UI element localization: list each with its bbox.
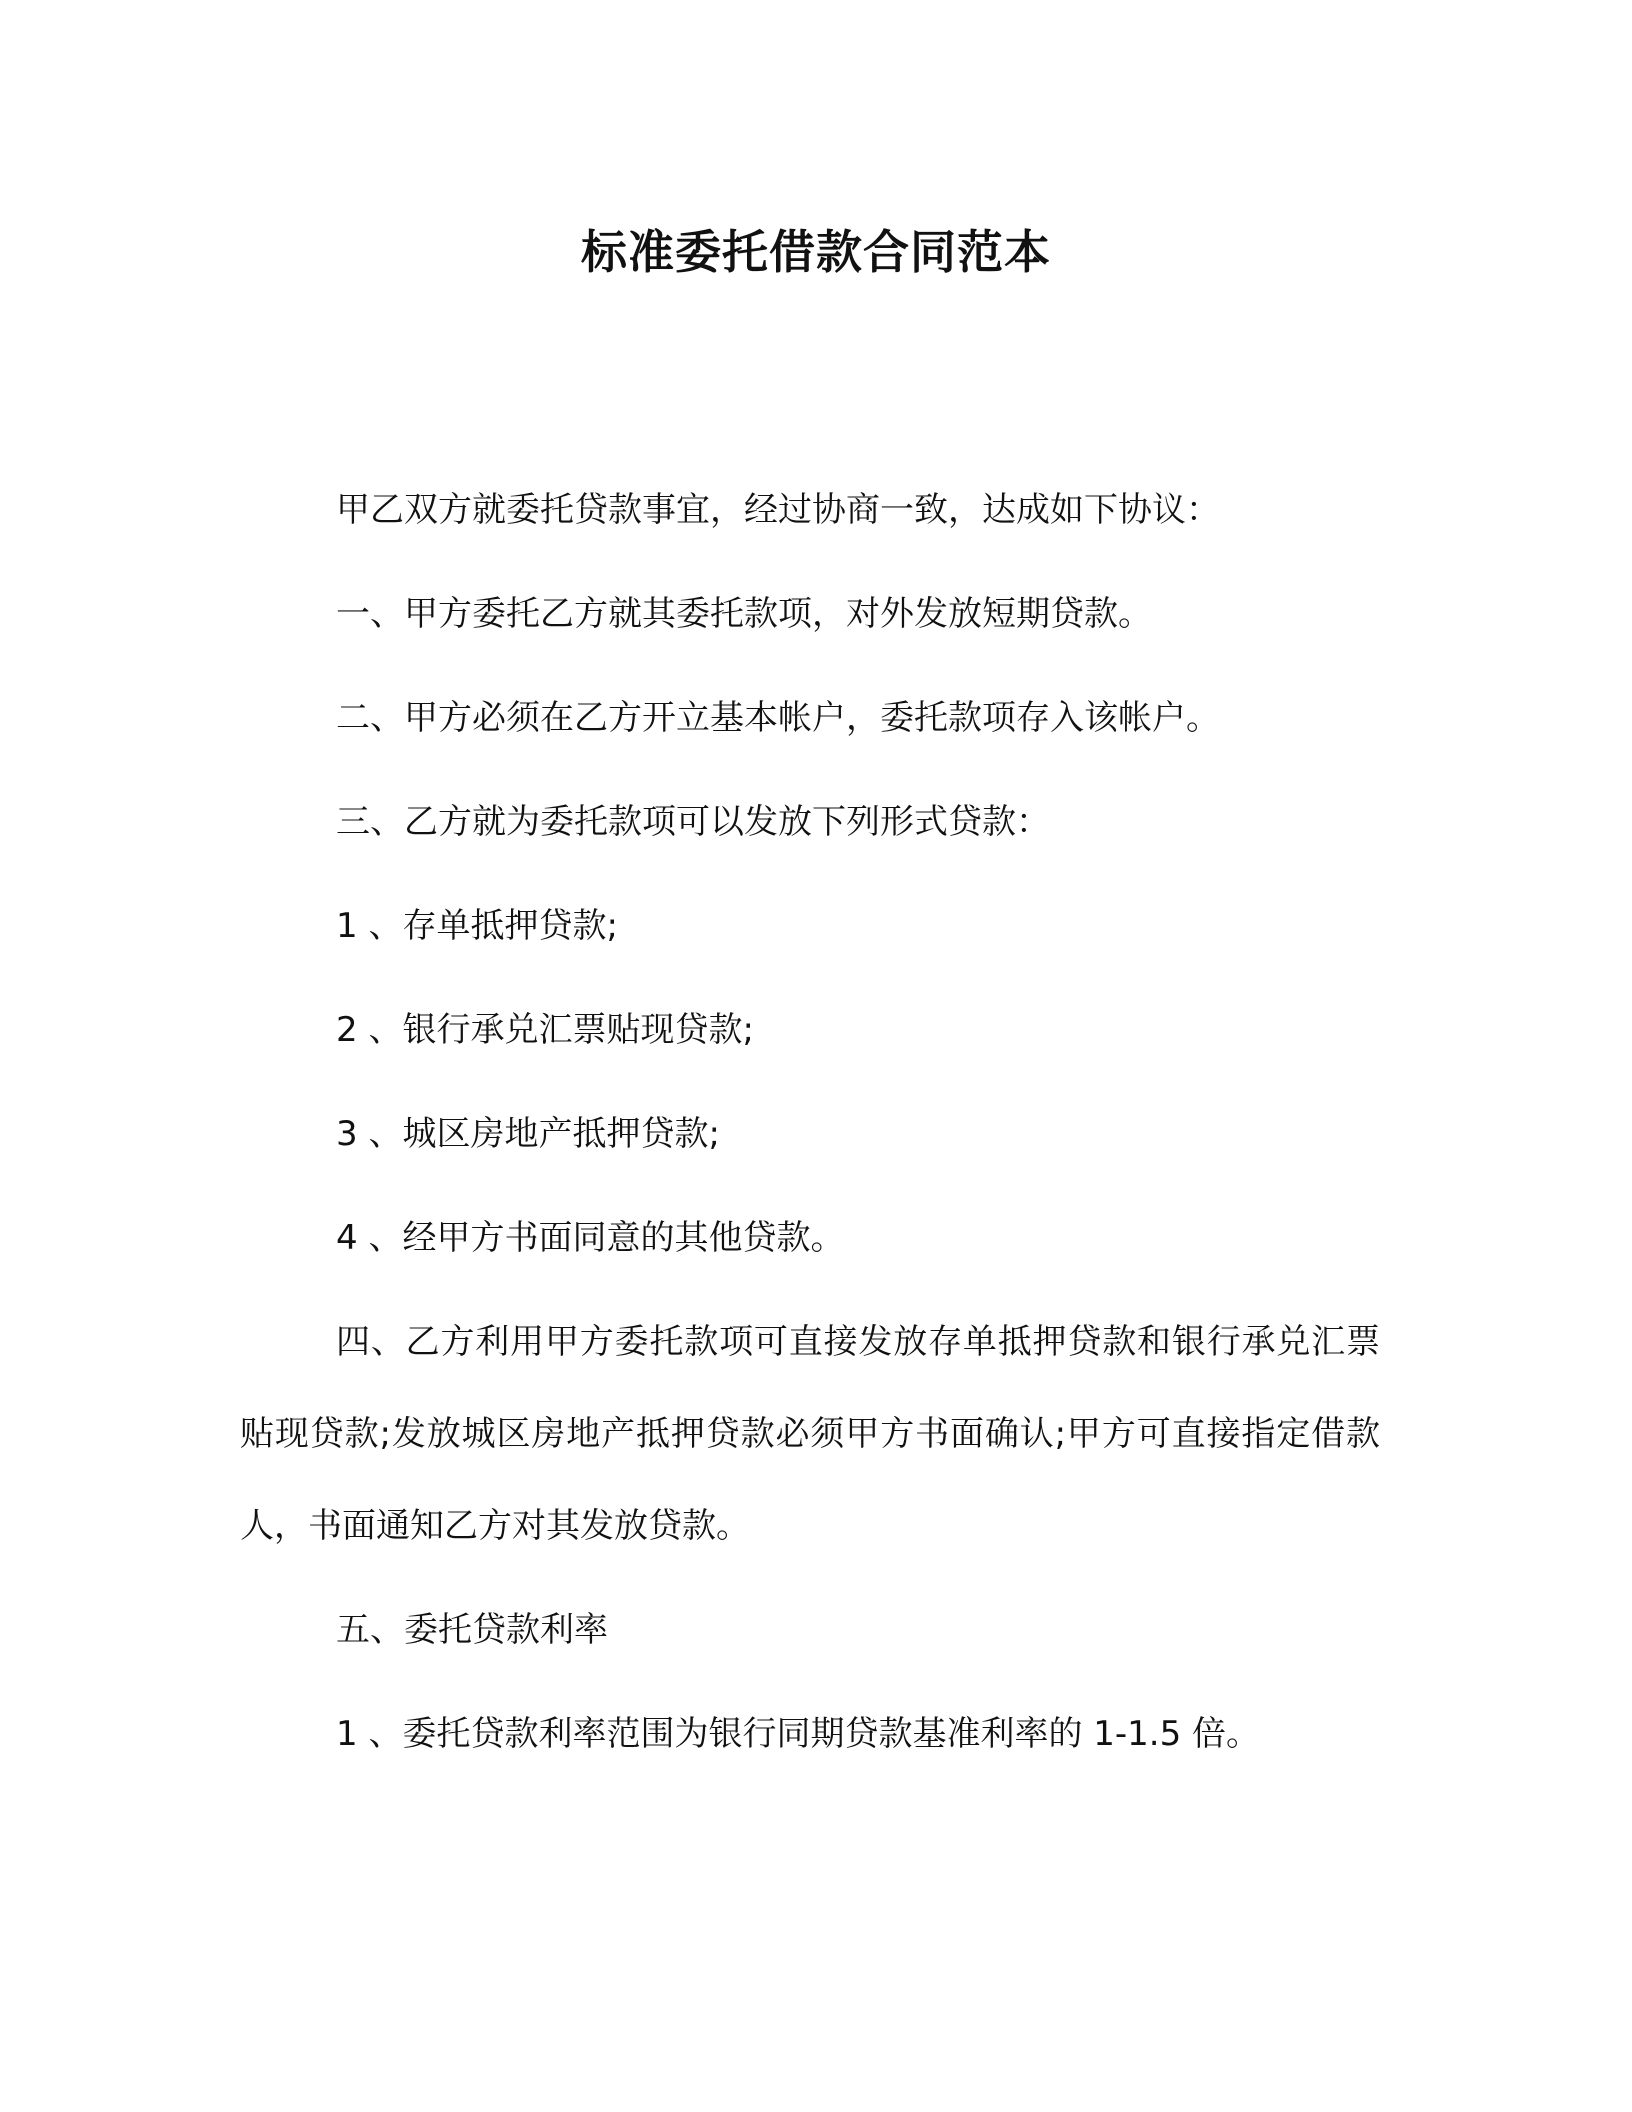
clause-5-item-1: 1 、委托贷款利率范围为银行同期贷款基准利率的 1-1.5 倍。 bbox=[336, 1714, 1261, 1754]
clause-5: 五、委托贷款利率 bbox=[336, 1610, 608, 1650]
document-body bbox=[240, 486, 1380, 1814]
clause-4: 四、乙方利用甲方委托款项可直接发放存单抵押贷款和银行承兑汇票贴现贷款;发放城区房地产抵押贷款必须甲方书面确认;甲方可直接指定借款人，书面通知乙方对其发放贷款。 bbox=[240, 1322, 1380, 1546]
clause-3-item-3: 3 、城区房地产抵押贷款; bbox=[336, 1114, 720, 1154]
clause-3-item-2: 2 、银行承兑汇票贴现贷款; bbox=[336, 1010, 754, 1050]
clause-3-item-1: 1 、存单抵押贷款; bbox=[336, 906, 618, 946]
clause-2: 二、甲方必须在乙方开立基本帐户，委托款项存入该帐户。 bbox=[336, 698, 1220, 738]
clause-3-item-4: 4 、经甲方书面同意的其他贷款。 bbox=[336, 1218, 845, 1258]
document-title: 标准委托借款合同范本 bbox=[581, 225, 1051, 279]
clause-1: 一、甲方委托乙方就其委托款项，对外发放短期贷款。 bbox=[336, 594, 1152, 634]
intro-paragraph: 甲乙双方就委托贷款事宜，经过协商一致，达成如下协议： bbox=[336, 490, 1220, 530]
clause-3: 三、乙方就为委托款项可以发放下列形式贷款： bbox=[336, 802, 1050, 842]
